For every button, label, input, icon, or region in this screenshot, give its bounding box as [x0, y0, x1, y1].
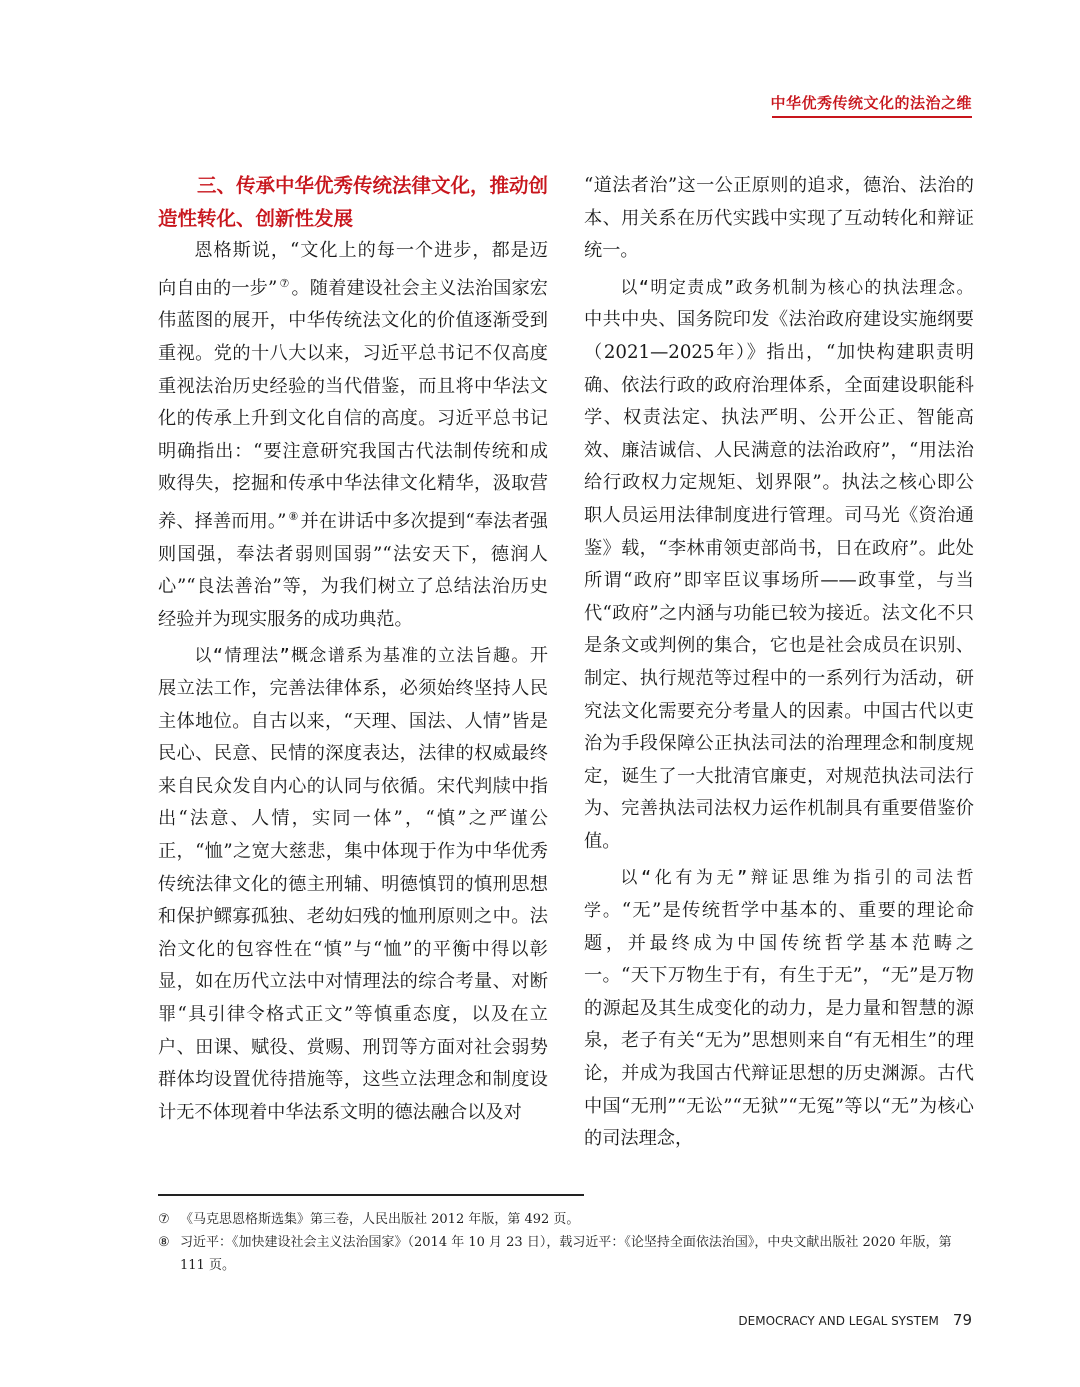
section-heading: 三、传承中华优秀传统法律文化，推动创造性转化、创新性发展 [158, 174, 549, 230]
page-footer [738, 1311, 972, 1329]
footnote-mark: ⑦ [158, 1212, 170, 1227]
footnote [158, 1231, 976, 1277]
running-head-rule [772, 116, 972, 118]
footnotes [158, 1208, 976, 1277]
paragraph [584, 862, 974, 1155]
footnote-ref[interactable]: ⑦ [279, 276, 290, 290]
footnote-mark: ⑧ [158, 1235, 170, 1250]
footnote [158, 1208, 976, 1231]
page-number: 79 [952, 1311, 972, 1329]
publication-name: DEMOCRACY AND LEGAL SYSTEM [738, 1314, 939, 1328]
left-column [158, 170, 548, 1129]
paragraph-lead: 以“情理法”概念谱系为基准的立法旨趣。 [194, 646, 530, 667]
footnote-ref[interactable]: ⑧ [288, 510, 299, 523]
paragraph-lead: 以“化有为无”辩证思维为指引的司法哲学。 [584, 868, 974, 922]
footnote-text: 《马克思恩格斯选集》第三卷，人民出版社 2012 年版，第 492 页。 [180, 1212, 580, 1227]
paragraph: “道法者治”这一公正原则的追求，德治、法治的本、用关系在历代实践中实现了互动转化和辩证统一。 [584, 175, 974, 262]
paragraph [158, 235, 548, 636]
paragraph [158, 640, 548, 1129]
footnote-rule [158, 1194, 584, 1196]
paragraph-text: 并在讲话中多次提到“奉法者强则国强，奉法者弱则国弱”“法安天下，德润人心”“良法善治”等，为我们树立了总结法治历史经验并为现实服务的成功典范。 [158, 511, 548, 630]
running-head: 中华优秀传统文化的法治之维 [770, 94, 972, 112]
paragraph-lead: 以“明定责成”政务机制为核心的执法理念。 [620, 277, 974, 298]
paragraph-text: “无”是传统哲学中基本的、重要的理论命题，并最终成为中国传统哲学基本范畴之一。“天下万物生于有，有生于无”，“无”是万物的源起及其生成变化的动力，是力量和智慧的源泉，老子有关“无为”思想则来自“有无相生”的理论，并成为我国古代辩证思想的历史渊源。古代中国“无刑”“无讼”“无狱”“无冤”等以“无”为核心的司法理念， [584, 900, 975, 1150]
paragraph-text: 。随着建设社会主义法治国家宏伟蓝图的展开，中华传统法文化的价值逐渐受到重视。党的十八大以来，习近平总书记不仅高度重视法治历史经验的当代借鉴，而且将中华法文化的传承上升到文化自信的高度。习近平总书记明确指出：“要注意研究我国古代法制传统和成败得失，挖掘和传承中华法律文化精华，汲取营养、择善而用。” [158, 277, 548, 533]
right-column [584, 170, 974, 1156]
paragraph-text: 恩格斯说，“文化上的每一个进步，都是迈向自由的一步” [158, 240, 548, 299]
paragraph-text: 中共中央、国务院印发《法治政府建设实施纲要（2021—2025年）》指出，“加快构建职责明确、依法行政的政府治理体系，全面建设职能科学、权责法定、执法严明、公开公正、智能高效、廉洁诚信、人民满意的法治政府”，“用法治给行政权力定规矩、划界限”。执法之核心即公职人员运用法律制度进行管理。司马光《资治通鉴》载，“李林甫领吏部尚书，日在政府”。此处所谓“政府”即宰臣议事场所——政事堂，与当代“政府”之内涵与功能已较为接近。法文化不只是条文或判例的集合，它也是社会成员在识别、制定、执行规范等过程中的一系列行为活动，研究法文化需要充分考量人的因素。中国古代以吏治为手段保障公正执法司法的治理理念和制度规定，诞生了一大批清官廉吏，对规范执法司法行为、完善执法司法权力运作机制具有重要借鉴价值。 [584, 309, 974, 852]
footnote-text: 习近平：《加快建设社会主义法治国家》（2014 年 10 月 23 日），载习近平：《论坚持全面依法治国》，中央文献出版社 2020 年版，第 111 页。 [180, 1235, 952, 1273]
paragraph [584, 272, 974, 859]
paragraph-text: 开展立法工作，完善法律体系，必须始终坚持人民主体地位。自古以来，“天理、国法、人情”皆是民心、民意、民情的深度表达，法律的权威最终来自民众发自内心的认同与依循。宋代判牍中指出“法意、人情，实同一体”，“慎”之严谨公正，“恤”之宽大慈悲，集中体现于作为中华优秀传统法律文化的德主刑辅、明德慎罚的慎刑思想和保护鳏寡孤独、老幼妇残的恤刑原则之中。法治文化的包容性在“慎”与“恤”的平衡中得以彰显，如在历代立法中对情理法的综合考量、对断罪“具引律令格式正文”等慎重态度，以及在立户、田课、赋役、赏赐、刑罚等方面对社会弱势群体均设置优待措施等，这些立法理念和制度设计无不体现着中华法系文明的德法融合以及对 [158, 645, 548, 1123]
